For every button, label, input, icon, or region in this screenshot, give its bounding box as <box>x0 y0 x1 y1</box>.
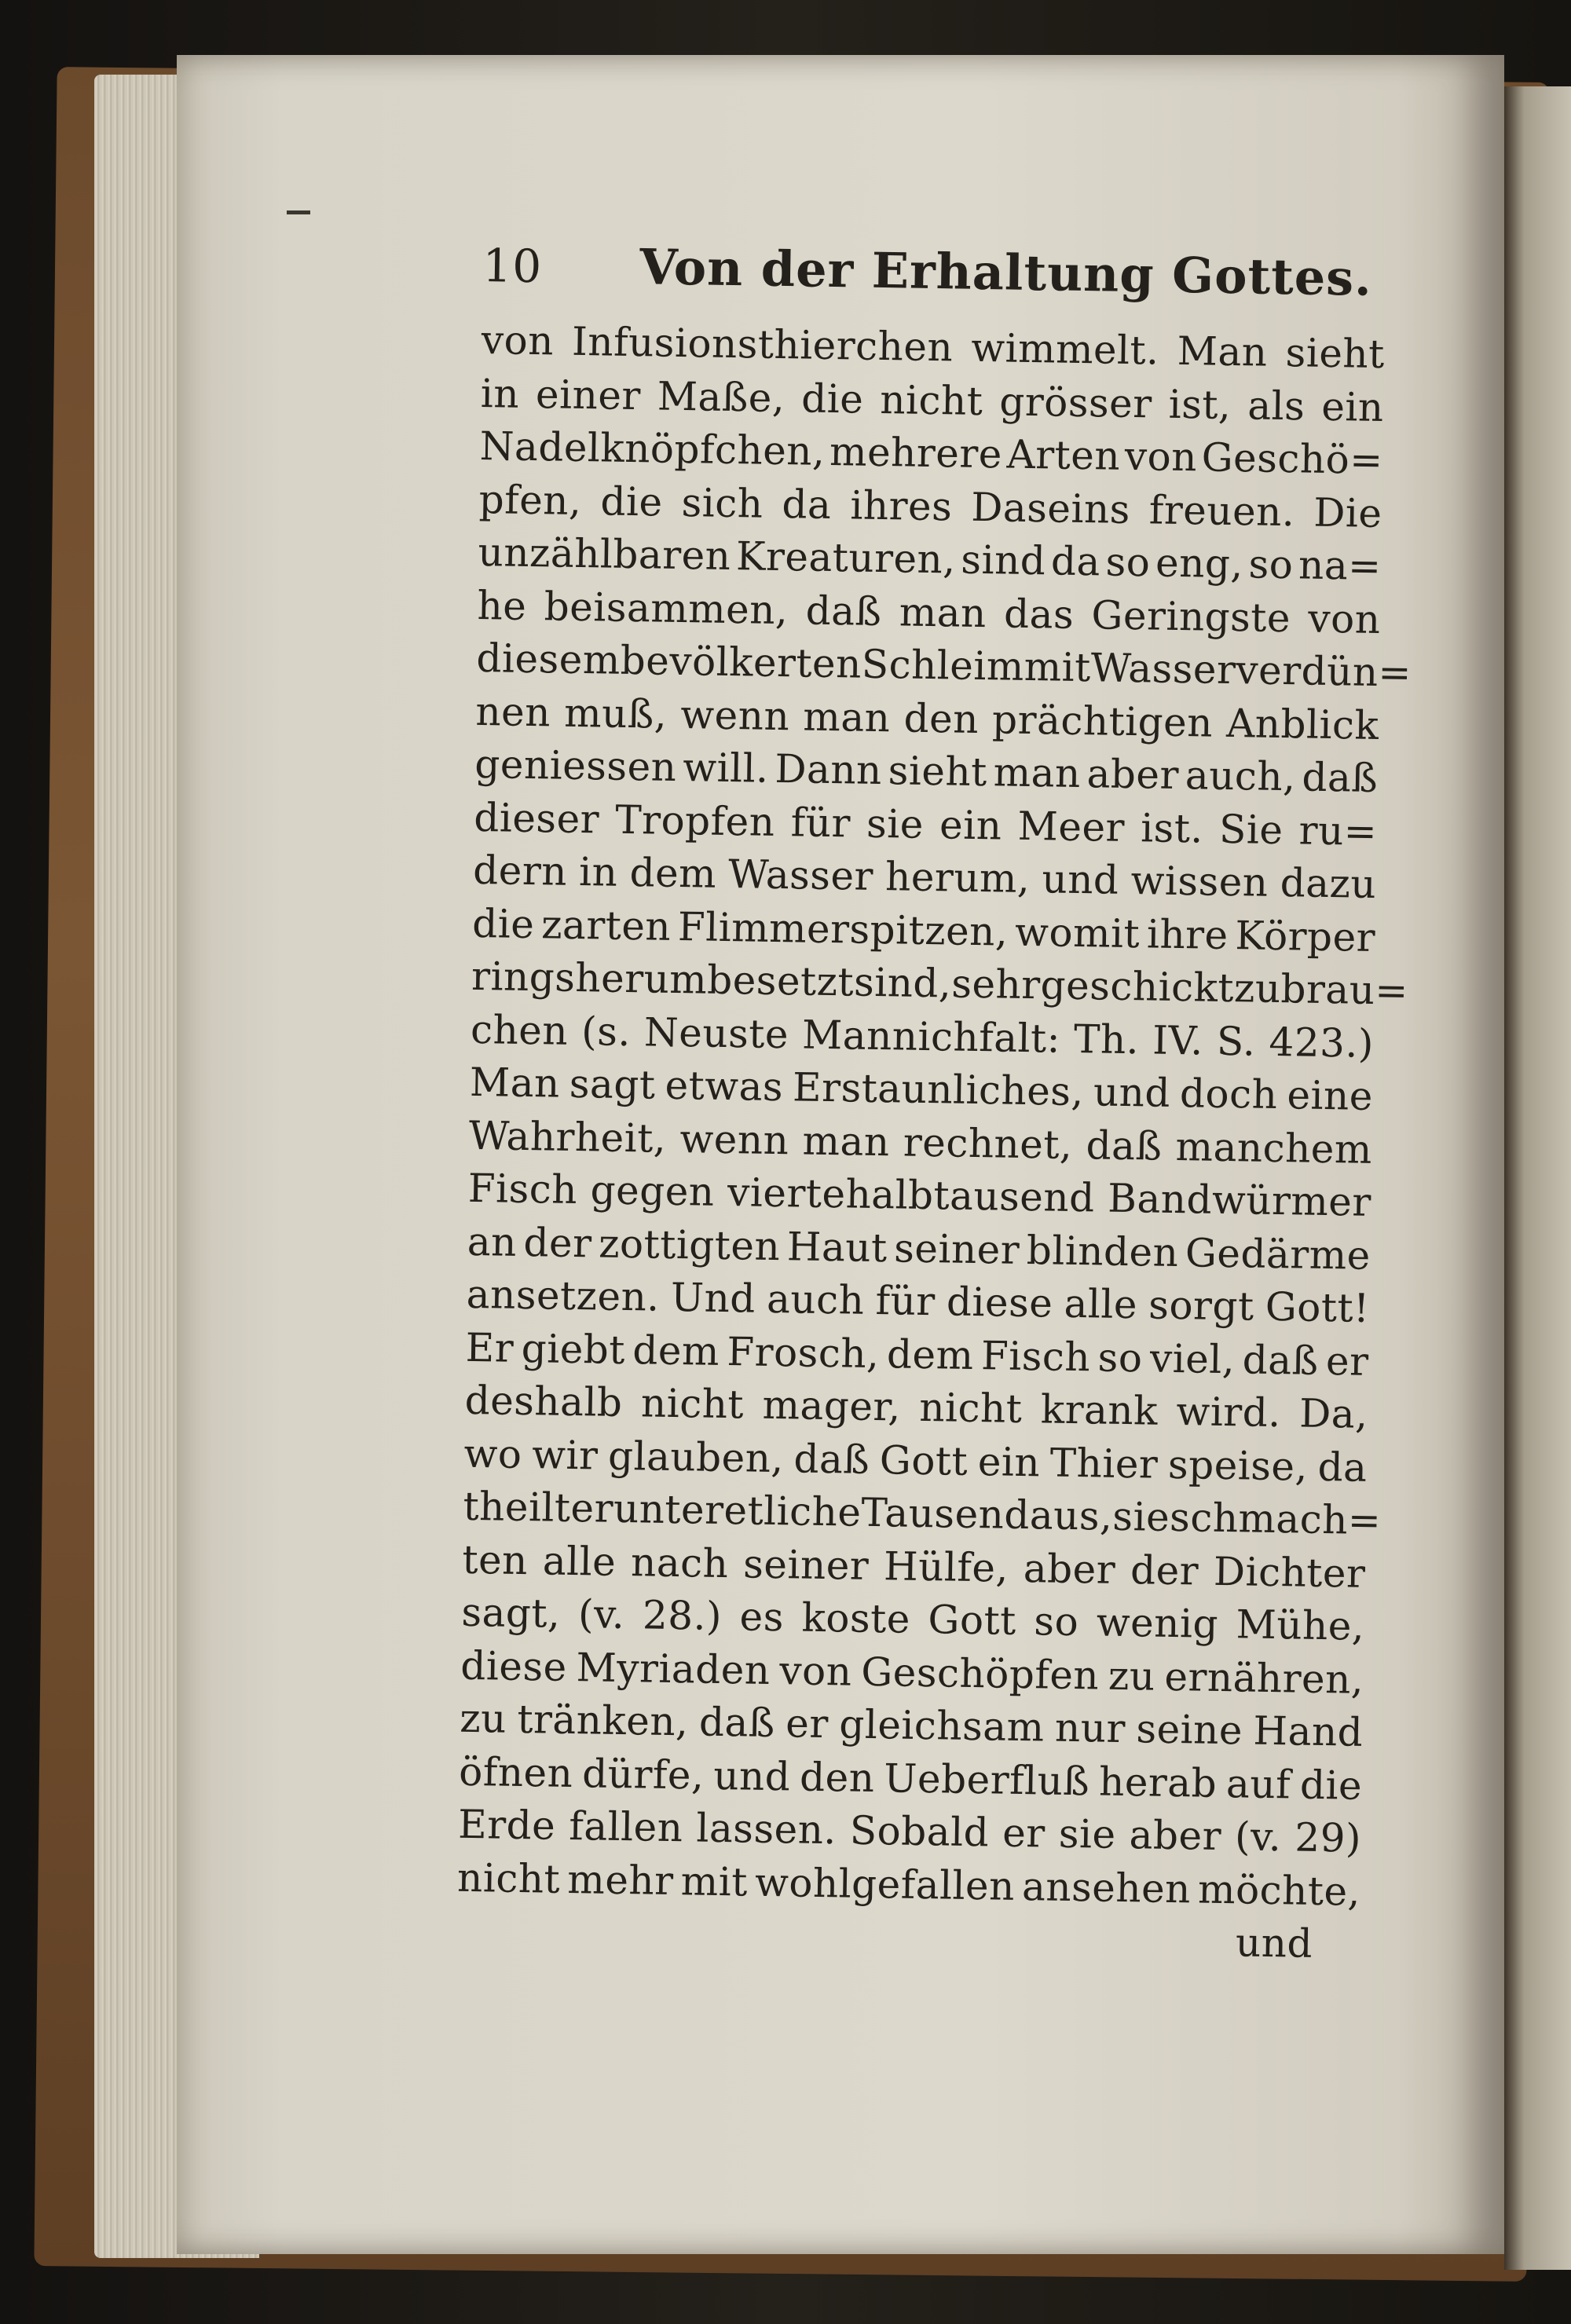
text-line: diesem bevölkerten Schleim mit Wasser verdün= <box>476 635 1412 696</box>
text-line: die zarten Flimmerspitzen, womit ihre Körper <box>471 900 1376 961</box>
text-line: unzählbaren Kreaturen, sind da so eng, so na= <box>478 529 1382 590</box>
text-line: Er giebt dem Frosch, dem Fisch so viel, daß er <box>465 1324 1370 1385</box>
text-line: geniessen will. Dann sieht man aber auch, daß <box>474 741 1379 801</box>
text-line: Fisch gegen viertehalbtausend Bandwürmer <box>467 1165 1372 1225</box>
catchword: und <box>1235 1920 1313 1967</box>
text-line: von Infusionsthierchen wimmelt. Man sieht <box>481 317 1386 378</box>
text-line: chen (s. Neuste Mannichfalt: Th. IV. S. 423.) <box>470 1006 1375 1067</box>
text-line: he beisammen, daß man das Geringste von <box>477 582 1381 642</box>
text-line: in einer Maße, die nicht grösser ist, als ein <box>480 370 1385 430</box>
text-line: diese Myriaden von Geschöpfen zu ernähren, <box>460 1642 1364 1703</box>
text-line: Erde fallen lassen. Sobald er sie aber (v. 29) <box>457 1801 1362 1861</box>
text-line: ten alle nach seiner Hülfe, aber der Dichter <box>462 1536 1366 1597</box>
page-number: 10 <box>482 238 543 294</box>
text-line: pfen, die sich da ihres Daseins freuen. Die <box>478 476 1382 536</box>
text-line: Man sagt etwas Erstaunliches, und doch eine <box>469 1059 1374 1119</box>
facing-page-edge <box>1504 86 1571 2270</box>
text-line: theilt er unter etliche Tausend aus, sie schmach= <box>463 1483 1382 1544</box>
text-line: nen muß, wenn man den prächtigen Anblick <box>475 688 1379 748</box>
text-line: öfnen dürfe, und den Ueberfluß herab auf die <box>458 1748 1363 1809</box>
running-head-title: Von der Erhaltung Gottes. <box>639 238 1373 307</box>
text-line: dern in dem Wasser herum, und wissen dazu <box>472 847 1377 907</box>
text-line: nicht mehr mit wohlgefallen ansehen möchte, <box>456 1854 1361 1915</box>
page-text <box>456 236 1412 1971</box>
margin-mark <box>287 210 310 214</box>
text-line: sagt, (v. 28.) es koste Gott so wenig Mühe, <box>461 1589 1365 1649</box>
body-text <box>456 314 1412 1919</box>
running-head <box>482 236 1386 328</box>
text-line: zu tränken, daß er gleichsam nur seine Hand <box>459 1695 1364 1755</box>
text-line: deshalb nicht mager, nicht krank wird. Da, <box>464 1377 1368 1437</box>
text-line: Wahrheit, wenn man rechnet, daß manchem <box>468 1112 1373 1173</box>
text-line: rings herum besetzt sind, sehr geschickt zu brau= <box>471 953 1409 1014</box>
text-line: ansetzen. Und auch für diese alle sorgt Gott! <box>466 1271 1371 1331</box>
text-line: dieser Tropfen für sie ein Meer ist. Sie ru= <box>473 794 1378 855</box>
text-line: an der zottigten Haut seiner blinden Gedärme <box>467 1218 1371 1279</box>
text-line: Nadelknöpfchen, mehrere Arten von Geschö= <box>479 423 1384 484</box>
text-line: wo wir glauben, daß Gott ein Thier speise, da <box>463 1430 1368 1491</box>
